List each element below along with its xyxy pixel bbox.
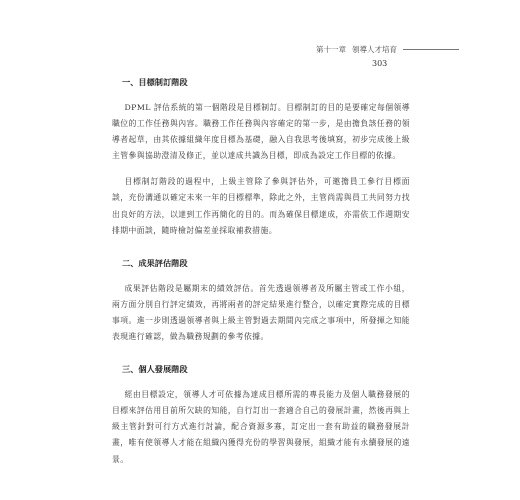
- paragraph: 目標制訂階段的過程中，上級主管除了參與評估外，可邀擔員工參行目標面談，充份溝通以確定未來一年的目標標準，除此之外，主管尚需與員工共同努力找出良好的方法，以達到工作再簡化的目的。而為確保目標達成，亦需依工作週期安排期中面談，隨時檢討偏差並採取補救措施。: [112, 177, 410, 235]
- running-head: [316, 44, 459, 55]
- spacer: [112, 164, 410, 174]
- section-heading-personal-development: 三、個人發展階段: [122, 364, 188, 375]
- paragraph: 經由目標設定，領導人才可依據為達成目標所需的專長能力及個人職務發展的目標來評估用目前所欠缺的知能，自行訂出一套適合自己的發展計畫，然後再與上級主管針對可行方式進行討論，配合資源多寡，訂定出一套有助益的職務發展計畫，唯有使領導人才能在組織內獲得充份的學習與發展，組織才能有永續發展的遠景。: [112, 390, 410, 464]
- spacer: [112, 345, 410, 361]
- paragraph: DPML 評估系統的第一個階段是目標制訂。目標制訂的目的是要確定每個領導職位的工作任務與內容。職務工作任務與內容確定的第一步，是由擔負該任務的領導者起草，由其依據組織年度目標為基礎，融入自我思考後填寫，初步完成後上級主管參與協助澄清及修正，並以達成共識為目標，即成為設定工作目標的依據。: [112, 103, 410, 161]
- spacer: [112, 271, 410, 281]
- chapter-label: 第十一章: [316, 45, 346, 54]
- chapter-title: 領導人才培育: [352, 45, 397, 54]
- spacer: [112, 90, 410, 100]
- section-heading-goal-setting: 一、目標制訂階段: [122, 77, 188, 87]
- spacer: [112, 239, 410, 255]
- spacer: [112, 377, 410, 387]
- paragraph: 成果評估階段是屬期末的績效評估。首先透過領導者及所屬主管或工作小組，兩方面分別自行評定績效，再將兩者的評定結果進行整合，以確定實際完成的目標事項。進一步則透過領導者與上級主管對過去期間內完成之事項中，所發揮之知能表現進行確認，做為職務規劃的參考依據。: [112, 283, 410, 342]
- section-heading-outcome-evaluation: 二、成果評估階段: [122, 257, 188, 268]
- header-rule: [403, 49, 459, 50]
- page-number: 303: [372, 59, 388, 68]
- page-body: [112, 74, 410, 468]
